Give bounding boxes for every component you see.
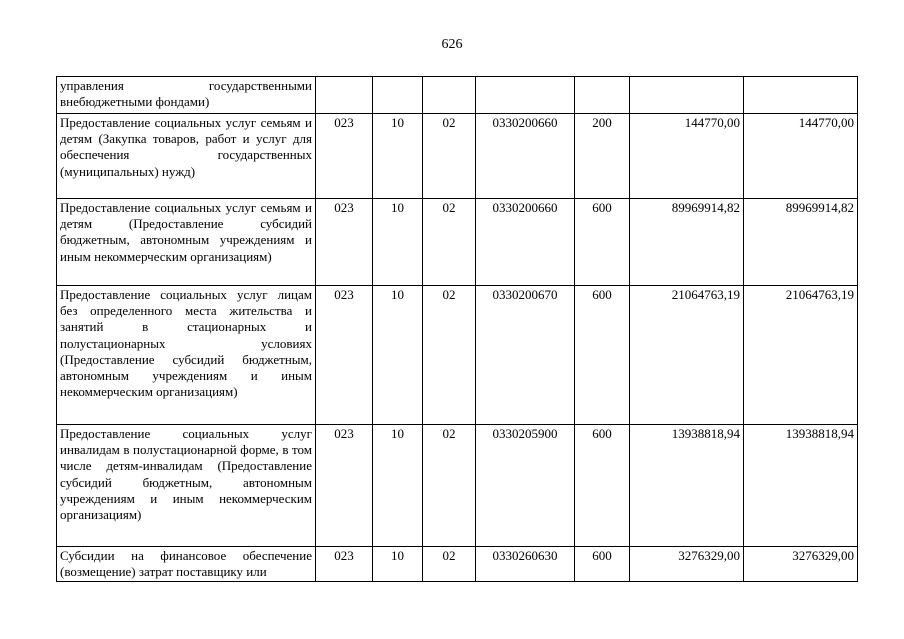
subsection-code-cell: 02 (423, 425, 476, 547)
section-code-cell (373, 77, 423, 114)
subsection-code-cell (423, 77, 476, 114)
ministry-code-cell: 023 (316, 114, 373, 199)
expense-type-cell: 600 (575, 199, 630, 286)
description-cell: Предоставление социальных услуг семьям и детям (Закупка товаров, работ и услуг для обеспечения государственных (муниципальных) нужд) (57, 114, 316, 199)
ministry-code-cell: 023 (316, 286, 373, 425)
expense-type-cell: 600 (575, 286, 630, 425)
expense-type-cell: 200 (575, 114, 630, 199)
amount-cell: 3276329,00 (630, 547, 744, 582)
ministry-code-cell: 023 (316, 425, 373, 547)
amount-cell: 21064763,19 (744, 286, 858, 425)
subsection-code-cell: 02 (423, 547, 476, 582)
ministry-code-cell: 023 (316, 199, 373, 286)
description-cell: управления государственными внебюджетными фондами) (57, 77, 316, 114)
section-code-cell: 10 (373, 547, 423, 582)
description-cell: Предоставление социальных услуг лицам без определенного места жительства и занятий в стационарных и полустационарных условиях (Предоставление субсидий бюджетным, автономным учреждениям и иным некоммерческим организациям) (57, 286, 316, 425)
budget-table (56, 76, 858, 582)
subsection-code-cell: 02 (423, 199, 476, 286)
amount-cell (744, 77, 858, 114)
ministry-code-cell: 023 (316, 547, 373, 582)
amount-cell: 144770,00 (630, 114, 744, 199)
page-number: 626 (441, 37, 463, 52)
target-article-cell: 0330200670 (476, 286, 575, 425)
target-article-cell: 0330200660 (476, 199, 575, 286)
table-row (57, 199, 858, 286)
table-row (57, 77, 858, 114)
description-cell: Предоставление социальных услуг семьям и детям (Предоставление субсидий бюджетным, автономным учреждениям и иным некоммерческим организациям) (57, 199, 316, 286)
amount-cell: 89969914,82 (744, 199, 858, 286)
expense-type-cell: 600 (575, 547, 630, 582)
subsection-code-cell: 02 (423, 114, 476, 199)
section-code-cell: 10 (373, 286, 423, 425)
expense-type-cell: 600 (575, 425, 630, 547)
section-code-cell: 10 (373, 114, 423, 199)
target-article-cell: 0330260630 (476, 547, 575, 582)
table-row (57, 425, 858, 547)
target-article-cell (476, 77, 575, 114)
table-row (57, 286, 858, 425)
amount-cell: 13938818,94 (744, 425, 858, 547)
table-row (57, 547, 858, 582)
section-code-cell: 10 (373, 425, 423, 547)
subsection-code-cell: 02 (423, 286, 476, 425)
target-article-cell: 0330205900 (476, 425, 575, 547)
amount-cell: 13938818,94 (630, 425, 744, 547)
amount-cell: 21064763,19 (630, 286, 744, 425)
description-cell: Субсидии на финансовое обеспечение (возмещение) затрат поставщику или (57, 547, 316, 582)
amount-cell: 89969914,82 (630, 199, 744, 286)
amount-cell: 144770,00 (744, 114, 858, 199)
ministry-code-cell (316, 77, 373, 114)
expense-type-cell (575, 77, 630, 114)
target-article-cell: 0330200660 (476, 114, 575, 199)
amount-cell (630, 77, 744, 114)
section-code-cell: 10 (373, 199, 423, 286)
amount-cell: 3276329,00 (744, 547, 858, 582)
description-cell: Предоставление социальных услуг инвалидам в полустационарной форме, в том числе детям-инвалидам (Предоставление субсидий бюджетным, автономным учреждениям и иным некоммерческим организациям) (57, 425, 316, 547)
table-row (57, 114, 858, 199)
